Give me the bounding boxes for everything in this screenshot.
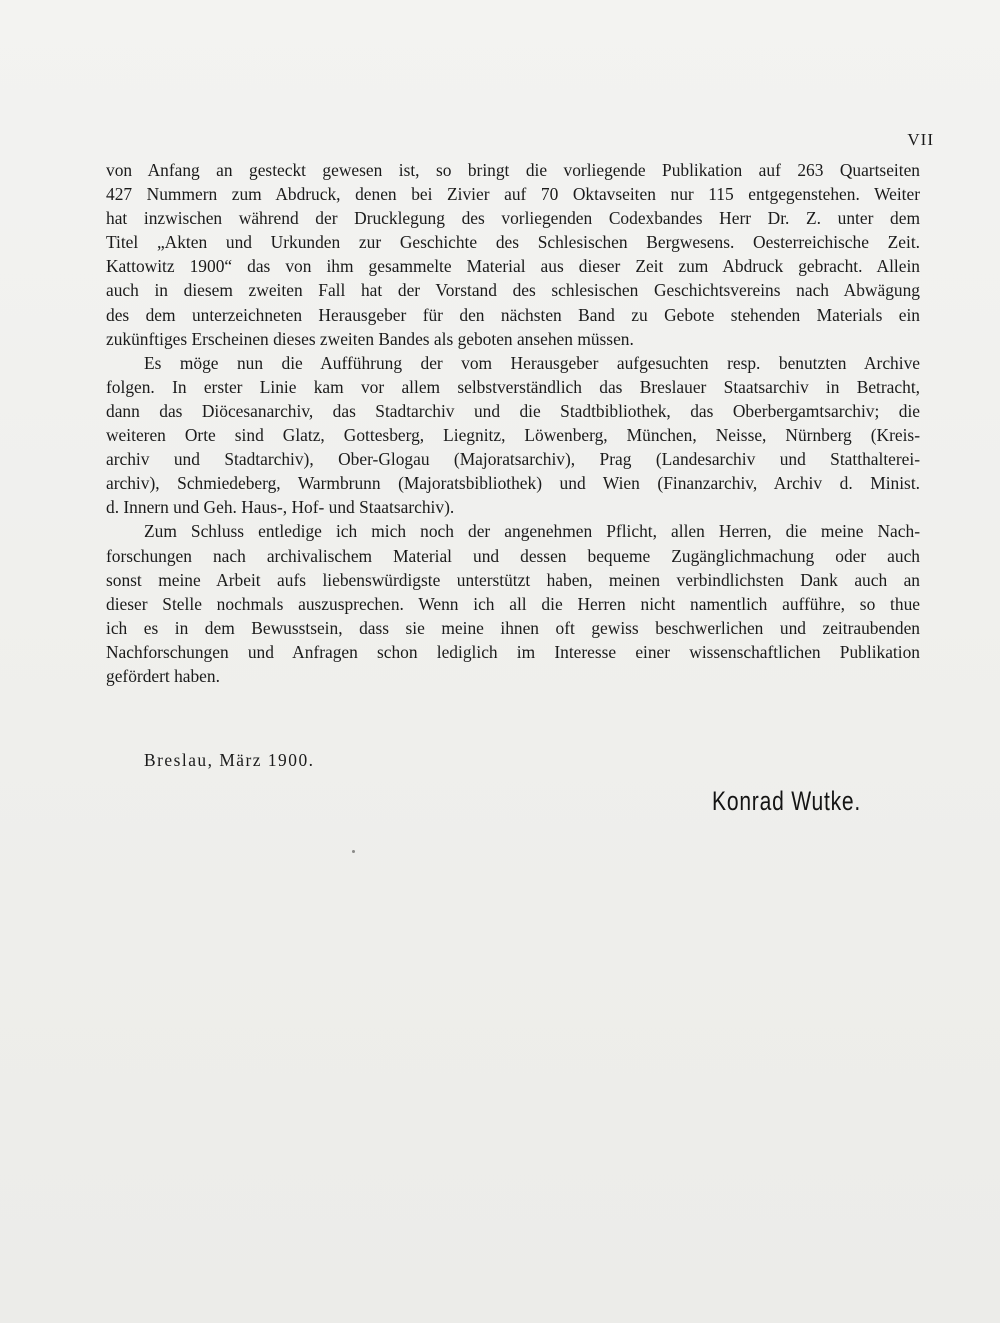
text-line: d. Innern und Geh. Haus-, Hof- und Staatsarchiv). (106, 497, 455, 518)
text-line: Titel „Akten und Urkunden zur Geschichte des Schlesischen Bergwesens. Oesterreichische Zeit. (106, 232, 920, 253)
text-line: dann das Diöcesanarchiv, das Stadtarchiv und die Stadtbibliothek, das Oberbergamtsarchiv; die (106, 400, 920, 421)
text-line: ich es in dem Bewusstsein, dass sie meine ihnen oft gewiss beschwerlichen und zeitraubenden (106, 617, 920, 638)
paragraph-2 (106, 351, 920, 520)
text-line: von Anfang an gesteckt gewesen ist, so bringt die vorliegende Publikation auf 263 Quartseiten (106, 160, 920, 180)
text-line: 427 Nummern zum Abdruck, denen bei Zivier auf 70 Oktavseiten nur 115 entgegenstehen. Weiter (106, 184, 920, 205)
text-line: archiv), Schmiedeberg, Warmbrunn (Majoratsbibliothek) und Wien (Finanzarchiv, Archiv d. Minist. (106, 473, 920, 494)
paper-speck (352, 850, 355, 853)
text-line: gefördert haben. (106, 665, 220, 686)
text-line: Kattowitz 1900“ das von ihm gesammelte Material aus dieser Zeit zum Abdruck gebracht. Allein (106, 256, 920, 277)
page-number: VII (907, 130, 934, 149)
text-line: archiv und Stadtarchiv), Ober-Glogau (Majoratsarchiv), Prag (Landesarchiv und Statthalterei- (106, 449, 920, 470)
paragraph-1 (106, 158, 920, 351)
text-line: Es möge nun die Aufführung der vom Herausgeber aufgesuchten resp. benutzten Archive (144, 352, 920, 373)
text-line: weiteren Orte sind Glatz, Gottesberg, Liegnitz, Löwenberg, München, Neisse, Nürnberg (Kreis- (106, 425, 920, 446)
text-line: Zum Schluss entledige ich mich noch der angenehmen Pflicht, allen Herren, die meine Nach- (144, 521, 920, 542)
body-text (106, 158, 920, 688)
text-line: auch in diesem zweiten Fall hat der Vorstand des schlesischen Geschichtsvereins nach Abwägung (106, 280, 920, 301)
paragraph-3 (106, 519, 920, 688)
author-signature: Konrad Wutke. (712, 786, 862, 816)
text-line: Nachforschungen und Anfragen schon lediglich im Interesse einer wissenschaftlichen Publikation (106, 641, 920, 662)
text-line: des dem unterzeichneten Herausgeber für den nächsten Band zu Gebote stehenden Materials ein (106, 304, 920, 325)
text-line: dieser Stelle nochmals auszusprechen. Wenn ich all die Herren nicht namentlich aufführe, so thue (106, 593, 920, 614)
text-line: zukünftiges Erscheinen dieses zweiten Bandes als geboten ansehen müssen. (106, 328, 634, 349)
place-date: Breslau, März 1900. (144, 750, 315, 770)
text-line: hat inzwischen während der Drucklegung des vorliegenden Codexbandes Herr Dr. Z. unter dem (106, 208, 920, 229)
text-line: forschungen nach archivalischem Material und dessen bequeme Zugänglichmachung oder auch (106, 545, 920, 566)
text-line: sonst meine Arbeit aufs liebenswürdigste unterstützt haben, meinen verbindlichsten Dank auch an (106, 569, 920, 590)
text-line: folgen. In erster Linie kam vor allem selbstverständlich das Breslauer Staatsarchiv in Betracht, (106, 376, 920, 397)
